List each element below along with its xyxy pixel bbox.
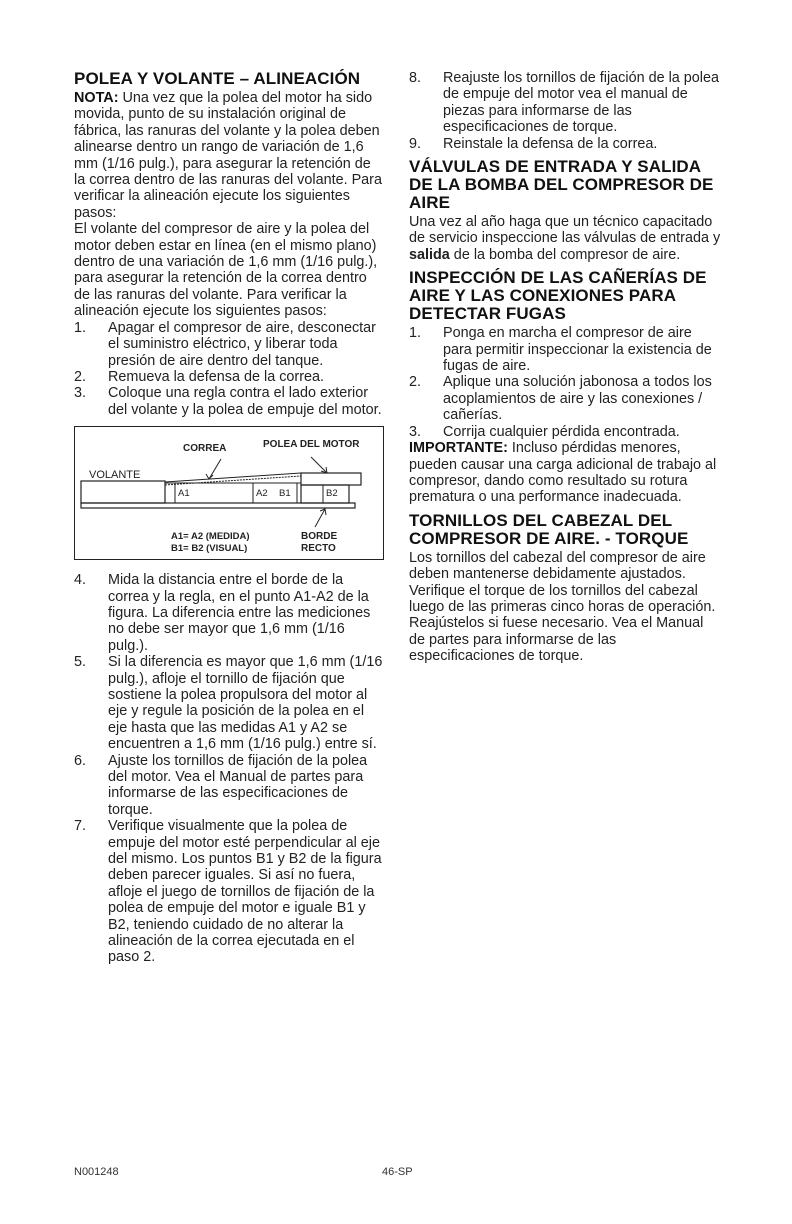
legend-line-2: B1= B2 (VISUAL) (171, 543, 248, 555)
list-item (74, 369, 384, 385)
pulley-arrow (311, 457, 327, 473)
list-item (74, 572, 384, 654)
flywheel-shape (81, 481, 165, 503)
section-heading-polea: POLEA Y VOLANTE – ALINEACIÓN (74, 69, 361, 88)
importante-label: IMPORTANTE: (409, 440, 508, 457)
borde-label: BORDE (301, 531, 338, 543)
list-item (74, 654, 384, 752)
step-number: 3. (74, 385, 87, 402)
recto-label: RECTO (301, 543, 336, 555)
left-column (74, 70, 384, 966)
list-item (409, 325, 721, 374)
list-item (409, 374, 721, 423)
step-text: Ajuste los tornillos de fijación de la polea del motor. Vea el Manual de partes para informarse de las especificaciones de torque. (108, 752, 368, 818)
valvulas-text-1: Una vez al año haga que un técnico capacitado de servicio inspeccione las válvulas de entrada y (409, 214, 721, 247)
step-number: 1. (409, 325, 422, 342)
straight-edge-shape (81, 503, 355, 508)
importante-text: Incluso pérdidas menores, pueden causar una carga adicional de trabajo al compresor, dando como resultado su rotura prematura o una performance inadecuada. (409, 440, 717, 506)
step-number: 2. (409, 374, 422, 391)
valvulas-paragraph (409, 214, 721, 263)
borde-arrow (315, 509, 325, 527)
step-number: 5. (74, 654, 87, 671)
steps-list-d (409, 325, 721, 440)
b1-label: B1 (279, 488, 291, 500)
step-text: Coloque una regla contra el lado exterior del volante y la polea de empuje del motor. (108, 385, 382, 418)
a1-label: A1 (178, 488, 190, 500)
list-item (409, 424, 721, 440)
volante-label: VOLANTE (89, 469, 141, 482)
right-column (409, 70, 721, 665)
a2-label: A2 (256, 488, 268, 500)
step-text: Verifique visualmente que la polea de empuje del motor esté perpendicular al eje del mismo. Los puntos B1 y B2 de la figura deben parecer iguales. Si así no fuera, afloje el juego de tornillos de fijación de la polea de empuje del motor e iguale B1 y B2, teniendo cuidado de no alterar la alineación de la correa ejecutada en el paso 2. (108, 818, 382, 966)
list-item (409, 136, 721, 152)
step-text: Aplique una solución jabonosa a todos los acoplamientos de aire y las conexiones / cañerías. (443, 374, 712, 424)
step-text: Corrija cualquier pérdida encontrada. (443, 423, 680, 440)
list-item (74, 385, 384, 418)
step-text: Mida la distancia entre el borde de la correa y la regla, en el punto A1-A2 de la figura. La diferencia entre las mediciones no debe ser mayor que 1,6 mm (1/16 pulg.). (108, 572, 371, 654)
section-heading-tornillos: TORNILLOS DEL CABEZAL DEL COMPRESOR DE AIRE. - TORQUE (409, 510, 689, 548)
note-text: Una vez que la polea del motor ha sido movida, punto de su instalación original de fábrica, las ranuras del volante y la polea deben alinearse dentro un rango de variación de 1,6 mm (1/16 pulg.), para asegurar la retención de la correa dentro de las ranuras del volante. Para verificar la alineación ejecute los siguientes pasos: (74, 90, 382, 221)
step-text: Reajuste los tornillos de fijación de la polea de empuje del motor vea el manual de piezas para informarse de las especificaciones de torque. (443, 70, 719, 136)
step-number: 1. (74, 319, 87, 336)
steps-list-b (74, 572, 384, 966)
list-item (74, 818, 384, 966)
list-item (409, 70, 721, 136)
pulley-label: POLEA DEL MOTOR (263, 439, 360, 451)
list-item (74, 753, 384, 819)
tornillos-paragraph: Los tornillos del cabezal del compresor de aire deben mantenerse debidamente ajustados. Verifique el torque de los tornillos del cabezal luego de las primeras cinco horas de operación. Reajústelos si fuese necesario. Vea el Manual de partes para informarse de las especificaciones de torque. (409, 549, 716, 665)
legend-line-1: A1= A2 (MEDIDA) (171, 531, 250, 543)
alignment-diagram (75, 427, 383, 559)
step-number: 8. (409, 70, 422, 86)
step-number: 9. (409, 135, 422, 152)
page-number: 46-SP (382, 1166, 413, 1178)
step-text: Ponga en marcha el compresor de aire para permitir inspeccionar la existencia de fugas de aire. (443, 325, 712, 375)
importante-paragraph (409, 440, 721, 506)
intro-paragraph: El volante del compresor de aire y la polea del motor deben estar en línea (en el mismo plano) dentro de una variación de 1,6 mm (1/16 pulg.), para asegurar la retención de la correa dentro de las ranuras del volante. Para verificar la alineación ejecute los siguientes pasos: (74, 221, 378, 320)
step-text: Reinstale la defensa de la correa. (443, 135, 658, 152)
note-paragraph (74, 90, 384, 221)
step-text: Remueva la defensa de la correa. (108, 368, 324, 385)
b2-label: B2 (326, 488, 338, 500)
step-number: 3. (409, 423, 422, 440)
step-text: Apagar el compresor de aire, desconectar el suministro eléctrico, y liberar toda presión de aire dentro del tanque. (108, 319, 376, 369)
steps-list-a (74, 320, 384, 418)
steps-list-c (409, 70, 721, 152)
valvulas-text-2: de la bomba del compresor de aire. (449, 246, 681, 263)
motor-pulley-top (301, 473, 361, 485)
footer-code: N001248 (74, 1166, 119, 1178)
section-heading-valvulas: VÁLVULAS DE ENTRADA Y SALIDA DE LA BOMBA DEL COMPRESOR DE AIRE (409, 157, 714, 213)
valvulas-bold: salida (409, 246, 450, 263)
motor-pulley-body (301, 485, 349, 503)
alignment-figure (74, 426, 384, 560)
correa-label: CORREA (183, 443, 227, 455)
step-number: 7. (74, 818, 87, 835)
note-label: NOTA: (74, 90, 119, 106)
step-number: 4. (74, 572, 87, 589)
step-text: Si la diferencia es mayor que 1,6 mm (1/16 pulg.), afloje el tornillo de fijación que sostiene la polea propulsora del motor al eje y regule la posición de la polea en el eje hasta que las medidas A1 y A2 se encuentren a 1,6 mm (1/16 pulg.) entre sí. (108, 654, 383, 753)
list-item (74, 320, 384, 369)
step-number: 6. (74, 752, 87, 769)
section-heading-inspeccion: INSPECCIÓN DE LAS CAÑERÍAS DE AIRE Y LAS CONEXIONES PARA DETECTAR FUGAS (409, 268, 707, 324)
correa-arrow (209, 459, 221, 479)
step-number: 2. (74, 368, 87, 385)
